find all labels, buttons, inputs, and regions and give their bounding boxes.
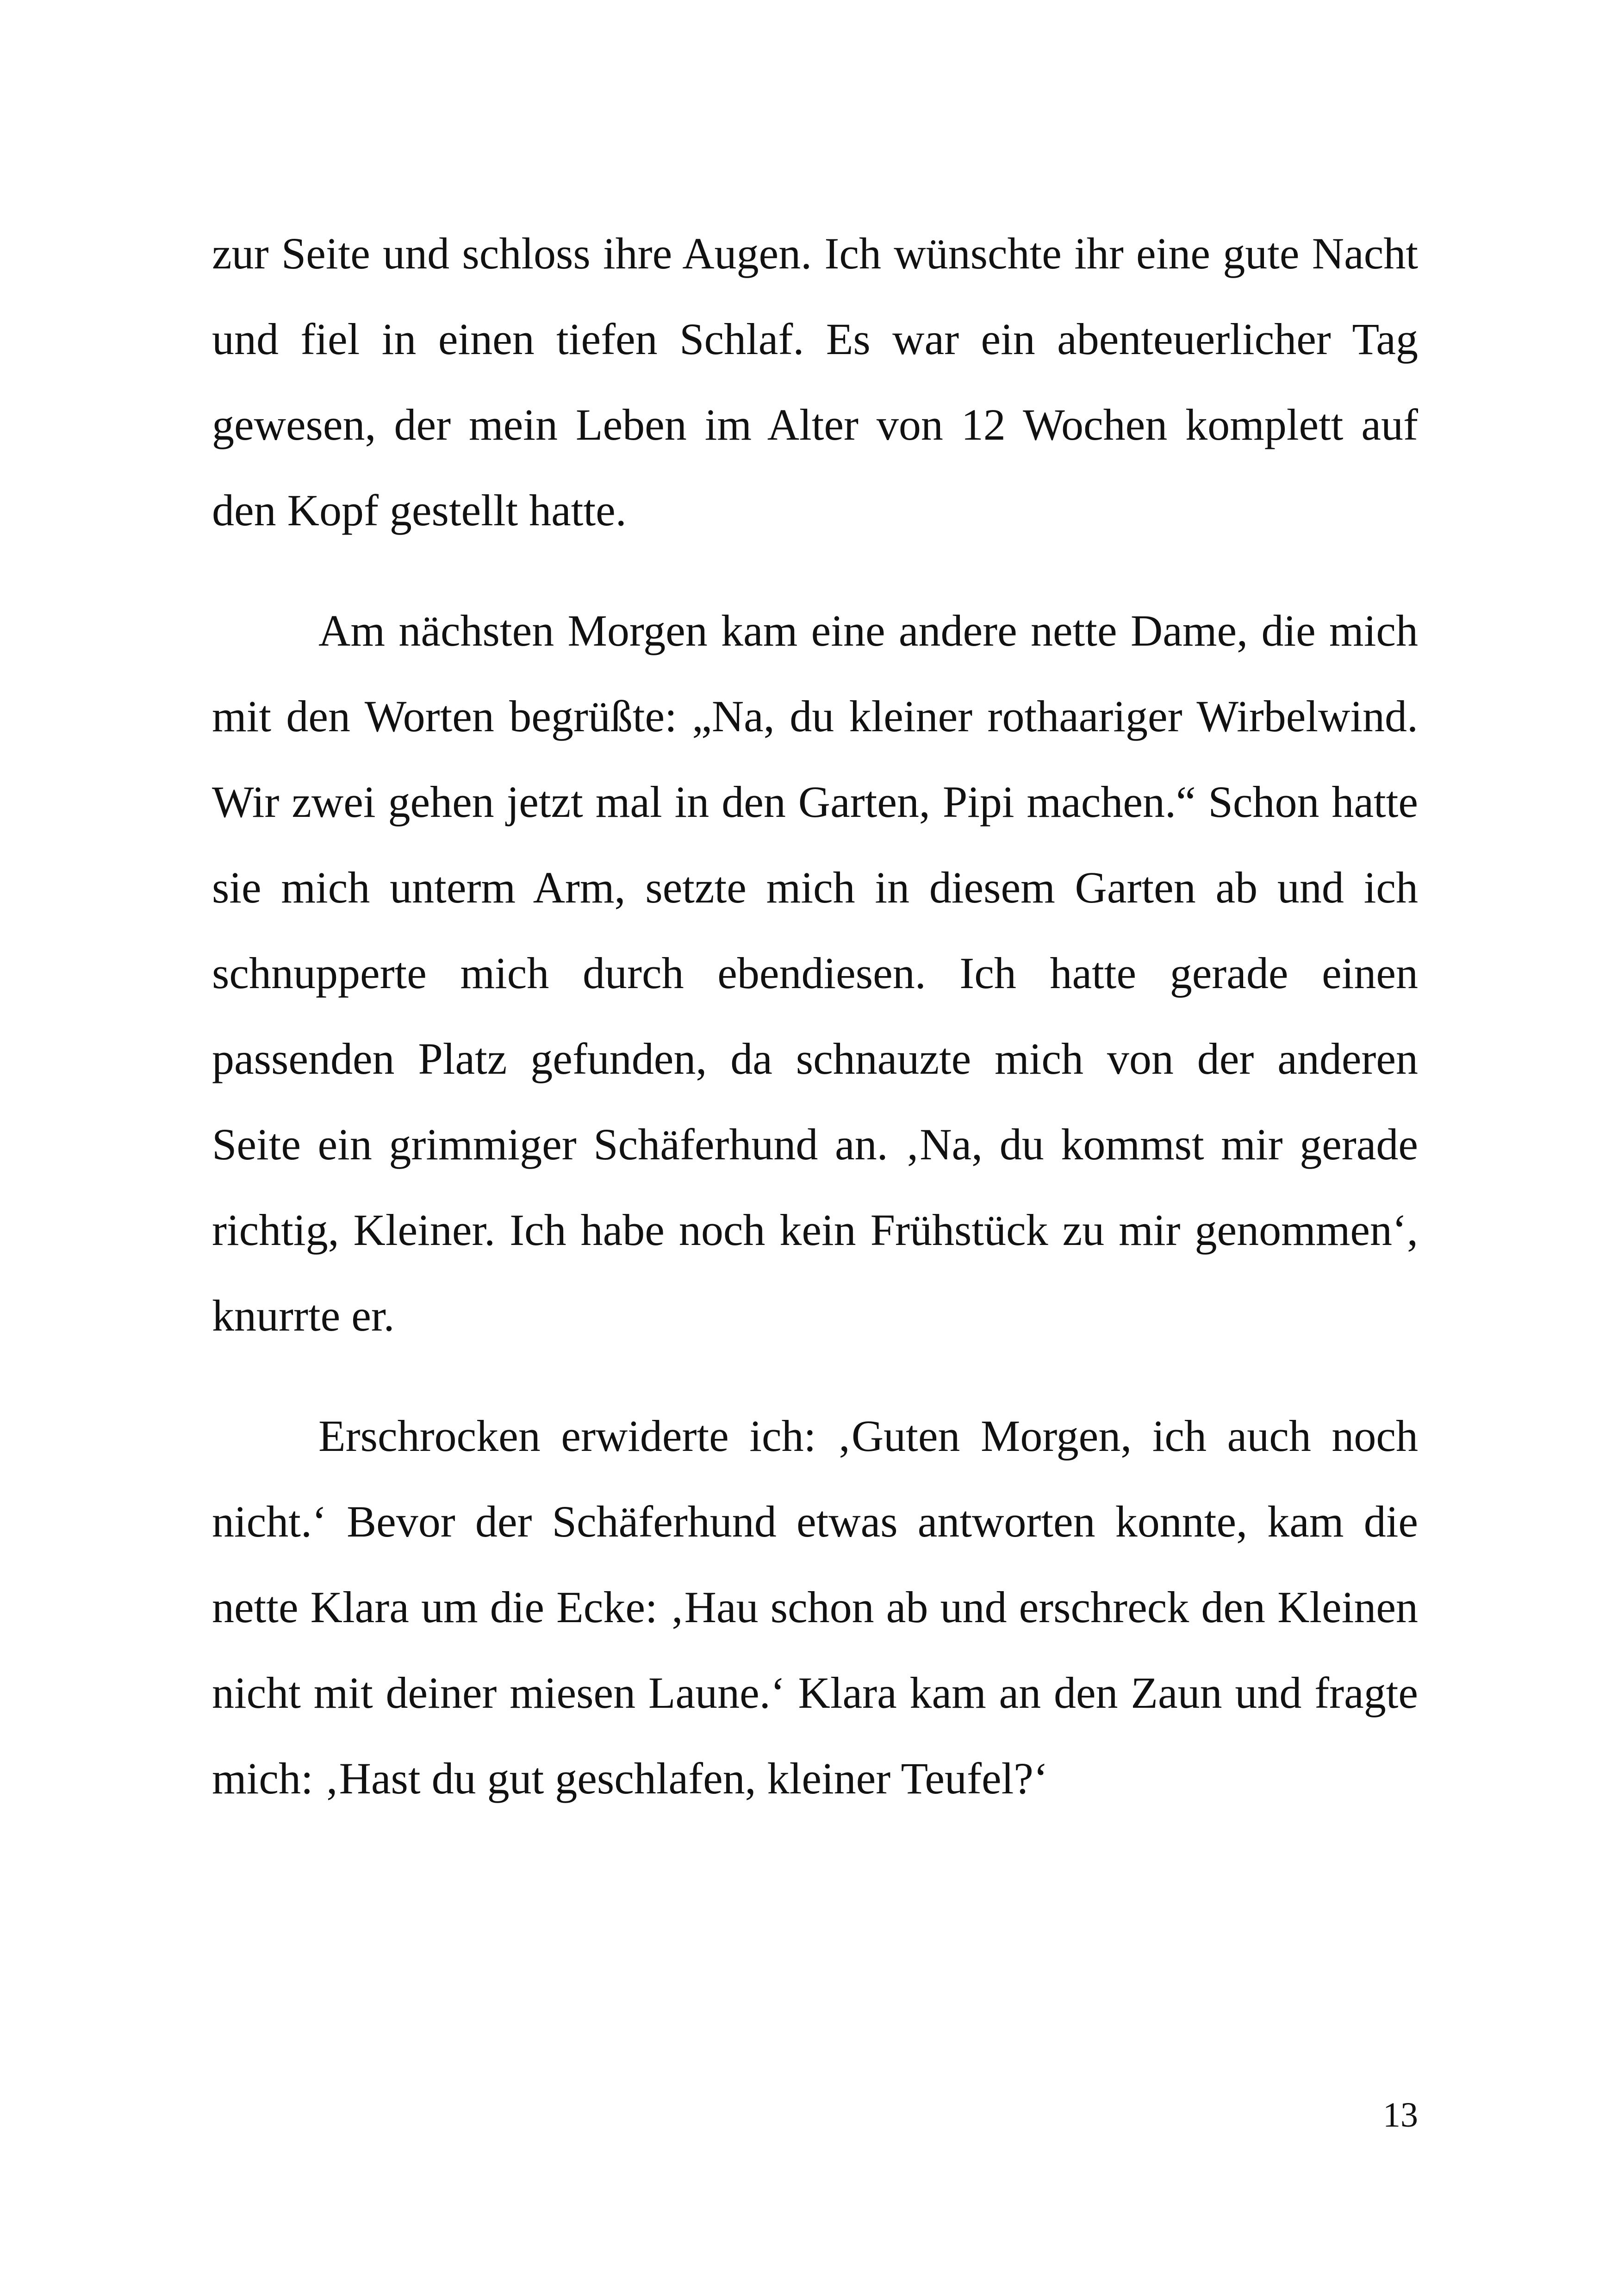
page-number: 13 bbox=[1383, 2096, 1418, 2134]
paragraph-1: zur Seite und schloss ihre Augen. Ich wünschte ihr eine gute Nacht und fiel in einen tiefen Schlaf. Es war ein abenteuerlicher Tag gewesen, der mein Leben im Alter von 12 Wochen komplett auf den Kopf gestellt hatte. bbox=[212, 229, 1418, 535]
paragraph-3: Erschrocken erwiderte ich: ‚Guten Morgen, ich auch noch nicht.‘ Bevor der Schäferhund etwas antworten konnte, kam die nette Klara um die Ecke: ‚Hau schon ab und erschreck den Kleinen nicht mit deiner miesen Laune.‘ Klara kam an den Zaun und fragte mich: ‚Hast du gut geschlafen, kleiner Teufel?‘ bbox=[212, 1411, 1418, 1803]
paragraph-2: Am nächsten Morgen kam eine andere nette Dame, die mich mit den Worten begrüßte: „Na, du kleiner rothaariger Wirbelwind. Wir zwei gehen jetzt mal in den Garten, Pipi machen.“ Schon hatte sie mich unterm Arm, setzte mich in diesem Garten ab und ich schnupperte mich durch ebendiesen. Ich hatte gerade einen passenden Platz gefunden, da schnauzte mich von der anderen Seite ein grimmiger Schäferhund an. ‚Na, du kommst mir gerade richtig, Kleiner. Ich habe noch kein Frühstück zu mir genommen‘, knurrte er. bbox=[212, 606, 1418, 1340]
body-text bbox=[212, 211, 1418, 1821]
